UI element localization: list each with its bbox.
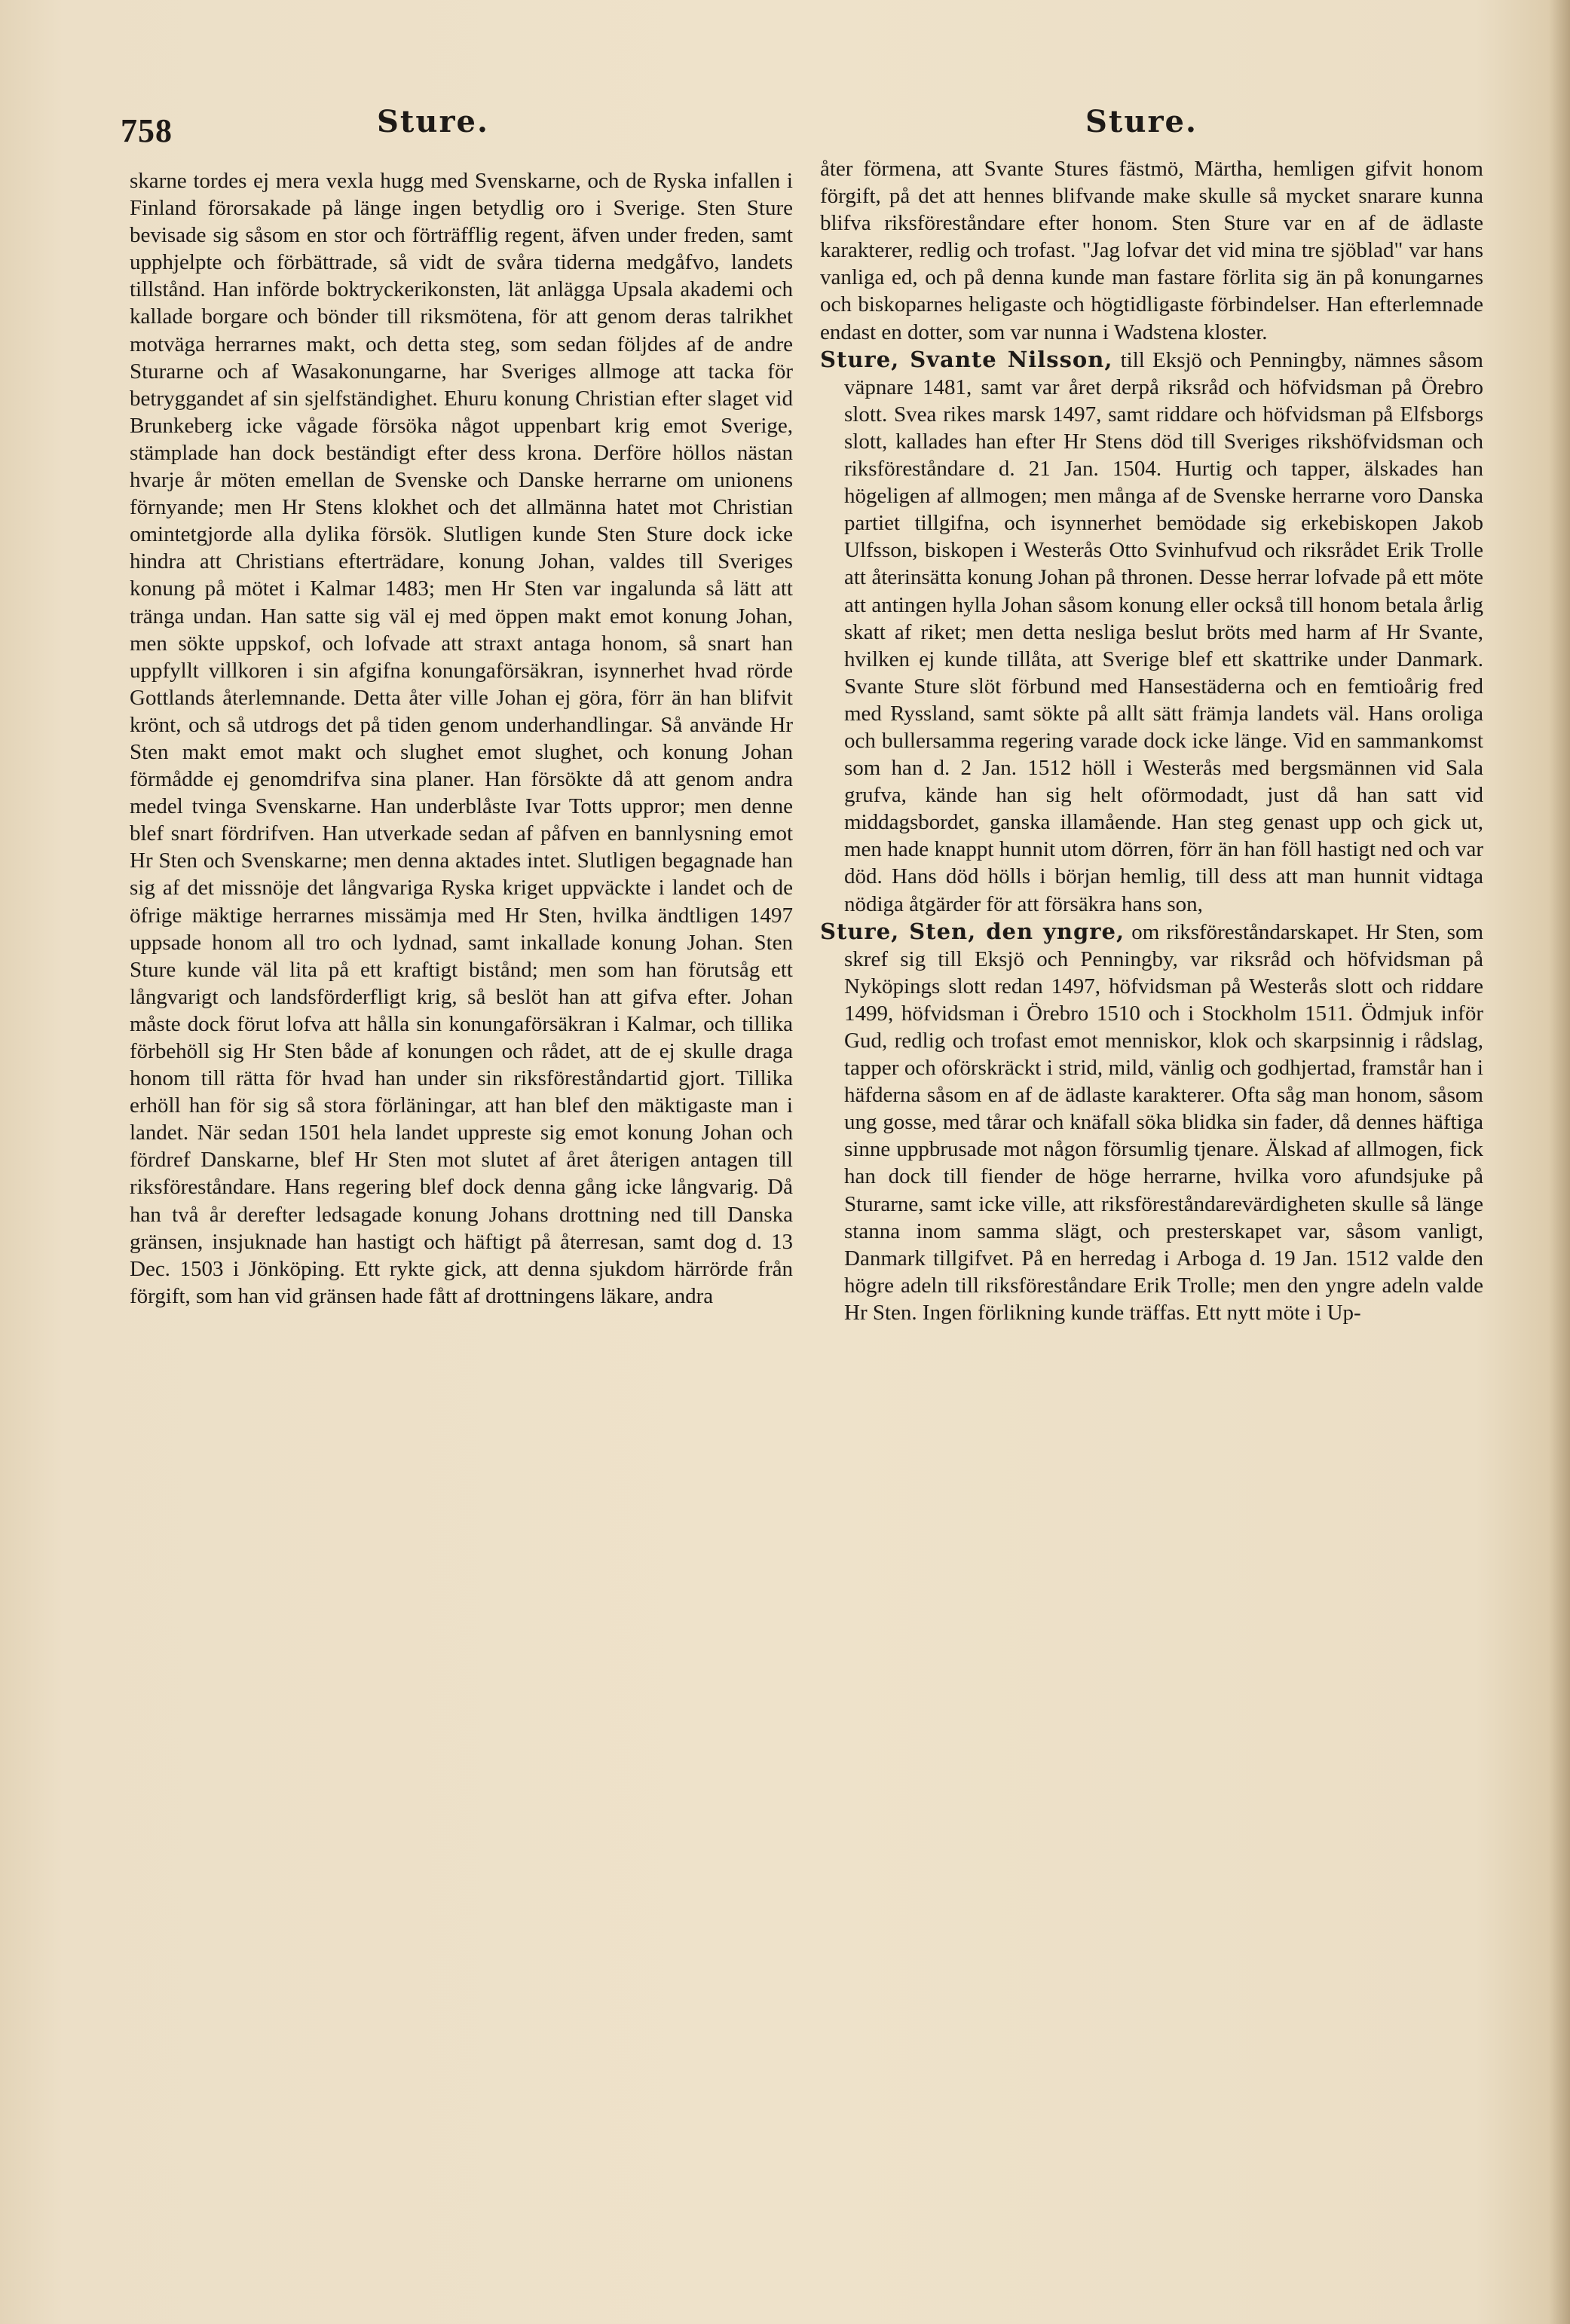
page-edge-shadow — [1549, 0, 1570, 2324]
left-column-text: skarne tordes ej mera vexla hugg med Svenskarne, och de Ryska infallen i Finland förorsakade på länge ingen betydlig oro i Sverige. Sten Sture bevisade sig såsom en stor och förträfflig regent, äfven under freden, samt upphjelpte och förbättrade, så vidt de svåra tiderna medgåfvo, landets tillstånd. Han införde boktryckerikonsten, lät anlägga Upsala akademi och kallade borgare och bönder till riksmötena, för att genom deras talrikhet motväga herrarnes makt, och detta steg, som sedan följdes af de andre Sturarne och af Wasakonungarne, har Sveriges allmoge att tacka för betryggandet af sin sjelfständighet. Ehuru konung Christian efter slaget vid Brunkeberg icke vågade försöka något uppenbart krig emot Sverige, stämplade han dock beständigt efter dess krona. Derföre höllos nästan hvarje år möten emellan de Svenske och Danske herrarne om unionens förnyande; men Hr Stens klokhet och det allmänna hatet mot Christian omintetgjorde alla dylika försök. Slutligen kunde Sten Sture dock icke hindra att Christians efterträdare, konung Johan, valdes till Sveriges konung på mötet i Kalmar 1483; men Hr Sten var ingalunda så lätt att tränga undan. Han satte sig väl ej med öppen makt emot konung Johan, men sökte uppskof, och lofvade att straxt antaga honom, så snart han uppfyllt villkoren i sin afgifna konungaförsäkran, isynnerhet hvad rörde Gottlands återlemnande. Detta åter ville Johan ej göra, förr än han blifvit krönt, och så utdrogs det på tiden genom underhandlingar. Så använde Hr Sten makt emot makt och slughet emot slughet, och konung Johan förmådde ej genomdrifva sina planer. Han försökte då att genom andra medel tvinga Svenskarne. Han underblåste Ivar Totts uppror; men denne blef snart fördrifven. Han utverkade sedan af påfven en bannlysning emot Hr Sten och Svenskarne; men denna aktades intet. Slutligen begagnade han sig af det missnöje det långvariga Ryska kriget uppväckte i landet och de öfrige mäktige herrarnes missämja med Hr Sten, hvilka ändtligen 1497 uppsade honom all tro och lydnad, samt inkallade konung Johan. Sten Sture kunde väl lita på ett kraftigt bistånd; men som han förutsåg ett långvarigt och landsförderfligt krig, så beslöt han att gifva efter. Johan måste dock förut lofva att hålla sin konungaförsäkran i Kalmar, och tillika förbehöll sig Hr Sten både af konungen och rådet, att de ej skulle draga honom till rätta för hvad han under sin riksföreståndartid gjort. Tillika erhöll han för sig så stora förläningar, att han blef den mäktigaste man i landet. När sedan 1501 hela landet uppreste sig emot konung Johan och fördref Danskarne, blef Hr Sten mot slutet af året återigen antagen till riksföreståndare. Hans regering blef dock denna gång icke långvarig. Då han två år derefter ledsagade konung Johans drottning ned till Danska gränsen, insjuknade han hastigt och häftigt på återresan, samt dog d. 13 Dec. 1503 i Jönköping. Ett rykte gick, att denna sjukdom härrörde från förgift, som han vid gränsen hade fått af drottningens läkare, andra — [130, 169, 793, 1308]
running-head-right: Sture. — [1085, 104, 1198, 139]
left-column — [130, 167, 793, 1310]
entry-headword: Sture, Svante Nilsson, — [820, 346, 1113, 372]
entry-sten-den-yngre — [820, 918, 1483, 1326]
page-number: 758 — [121, 112, 173, 149]
entry-text: till Eksjö och Penningby, nämnes såsom väpnare 1481, samt var året derpå riksråd och höfvidsman på Örebro slott. Svea rikes marsk 1497, samt riddare och höfvidsman på Elfsborgs slott, kallades han efter Hr Stens död till Sveriges rikshöfvidsman och riksföreståndare d. 21 Jan. 1504. Hurtig och tapper, älskades han högeligen af allmogen; men många af de Svenske herrarne voro Danska partiet tillgifna, och isynnerhet bemödade sig erkebiskopen Jakob Ulfsson, biskopen i Westerås Otto Svinhufvud och riksrådet Erik Trolle att återinsätta konung Johan på thronen. Desse herrar lofvade på ett möte att antingen hylla Johan såsom konung eller också till honom betala årlig skatt af riket; men detta nesliga beslut bröts med harm af Hr Svante, hvilken ej kunde tillåta, att Sverige blef ett skattrike under Danmark. Svante Sture slöt förbund med Hansestäderna och en femtioårig fred med Ryssland, samt sökte på allt sätt främja landets väl. Hans oroliga och bullersamma regering varade dock icke länge. Vid en sammankomst som han d. 2 Jan. 1512 höll i Westerås med bergsmännen vid Sala grufva, kände han sig helt oförmodadt, just då han satt vid middagsbordet, ganska illamående. Han steg genast upp och gick ut, men hade knappt hunnit utom dörren, förr än han föll hastigt ned och var död. Hans död hölls i början hemlig, till dess att man hunnit vidtaga nödiga åtgärder för att försäkra hans son, — [844, 347, 1483, 916]
right-column — [820, 155, 1483, 1326]
entry-text: om riksföreståndarskapet. Hr Sten, som skref sig till Eksjö och Penningby, var riksråd och höfvidsman på Nyköpings slott redan 1497, höfvidsman på Westerås slott och riddare 1499, höfvidsman i Örebro 1510 och i Stockholm 1511. Ödmjuk inför Gud, redlig och trofast emot menniskor, klok och skarpsinnig i rådslag, tapper och oförskräckt i strid, mild, vänlig och godhjertad, framstår han i häfderna såsom en af de ädlaste karakterer. Ofta såg man honom, såsom ung gosse, med tårar och knäfall söka blidka sin fader, då dennes häftiga sinne uppbrusade mot någon försumlig tjenare. Älskad af allmogen, fick han dock till fiender de höge herrarne, hvilka voro afundsjuke på Sturarne, samt icke ville, att riksföreståndarevärdigheten skulle så länge stanna inom samma slägt, och presterskapet var, såsom vanligt, Danmark tillgifvet. På en herredag i Arboga d. 19 Jan. 1512 valde den högre adeln till riksföreståndare Erik Trolle; men den yngre adeln valde Hr Sten. Ingen förlikning kunde träffas. Ett nytt möte i Up- — [844, 919, 1484, 1325]
entry-headword: Sture, Sten, den yngre, — [820, 918, 1125, 944]
right-column-intro: åter förmena, att Svante Stures fästmö, Märtha, hemligen gifvit honom förgift, på det att hennes blifvande make skulle så mycket snarare kunna blifva riksföreståndare efter honom. Sten Sture var en af de ädlaste karakterer, redlig och trofast. "Jag lofvar det vid mina tre sjöblad" var hans vanliga ed, och på denna kunde man fastare förlita sig än på konungarnes och biskoparnes heligaste och högtidligaste förbindelser. Han efterlemnade endast en dotter, som var nunna i Wadstena kloster. — [820, 157, 1483, 344]
running-head-left: Sture. — [377, 104, 489, 139]
entry-svante-nilsson — [820, 346, 1483, 918]
